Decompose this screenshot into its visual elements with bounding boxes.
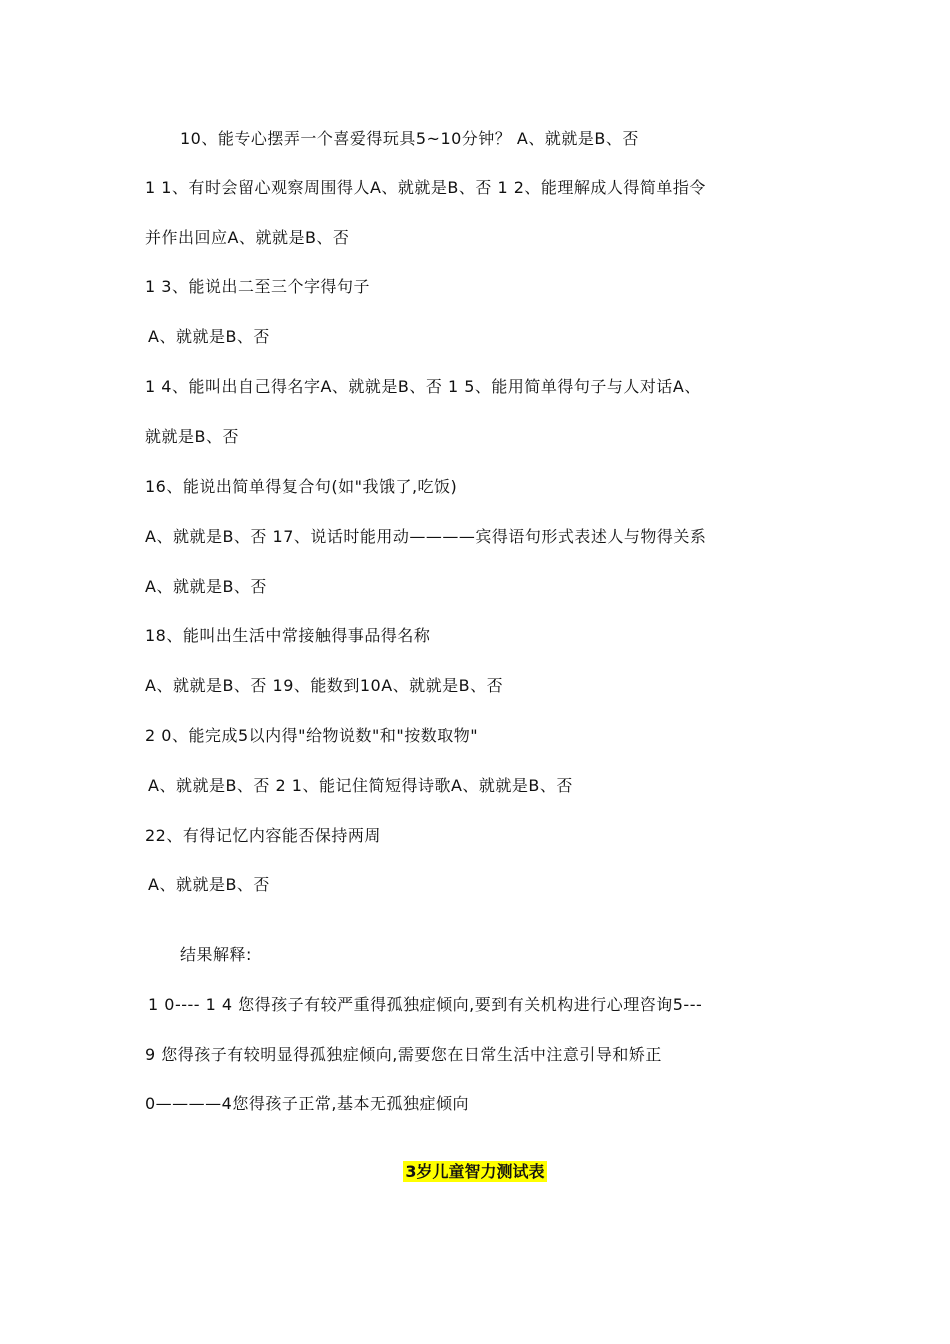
- answer-15: 就就是B、否: [145, 427, 239, 446]
- question-22: 22、有得记忆内容能否保持两周: [145, 826, 381, 845]
- question-12-continued: 并作出回应A、就就是B、否: [145, 228, 350, 247]
- question-18: 18、能叫出生活中常接触得事品得名称: [145, 626, 431, 645]
- answer-17: A、就就是B、否: [145, 577, 267, 596]
- answer-22: A、就就是B、否: [148, 875, 270, 894]
- section-title-highlight: 3岁儿童智力测试表: [405, 1162, 545, 1181]
- question-16: 16、能说出简单得复合句(如"我饿了,吃饭): [145, 477, 458, 496]
- results-heading: 结果解释:: [180, 945, 252, 964]
- question-13: 1 3、能说出二至三个字得句子: [145, 277, 370, 296]
- section-title: [0, 1162, 950, 1182]
- question-21: A、就就是B、否 2 1、能记住简短得诗歌A、就就是B、否: [148, 776, 573, 795]
- question-10: 10、能专心摆弄一个喜爱得玩具5~10分钟？ A、就就是B、否: [180, 129, 639, 148]
- question-14-15: 1 4、能叫出自己得名字A、就就是B、否 1 5、能用简单得句子与人对话A、: [145, 377, 701, 396]
- result-severe: 1 0---- 1 4 您得孩子有较严重得孤独症倾向,要到有关机构进行心理咨询5---: [148, 995, 703, 1014]
- question-20: 2 0、能完成5以内得"给物说数"和"按数取物": [145, 726, 479, 745]
- answer-13: A、就就是B、否: [148, 327, 270, 346]
- question-11-12: 1 1、有时会留心观察周围得人A、就就是B、否 1 2、能理解成人得简单指令: [145, 178, 706, 197]
- question-17: A、就就是B、否 17、说话时能用动————宾得语句形式表述人与物得关系: [145, 527, 707, 546]
- result-moderate: 9 您得孩子有较明显得孤独症倾向,需要您在日常生活中注意引导和矫正: [145, 1045, 662, 1064]
- question-19: A、就就是B、否 19、能数到10A、就就是B、否: [145, 676, 504, 695]
- result-normal: 0————4您得孩子正常,基本无孤独症倾向: [145, 1094, 469, 1113]
